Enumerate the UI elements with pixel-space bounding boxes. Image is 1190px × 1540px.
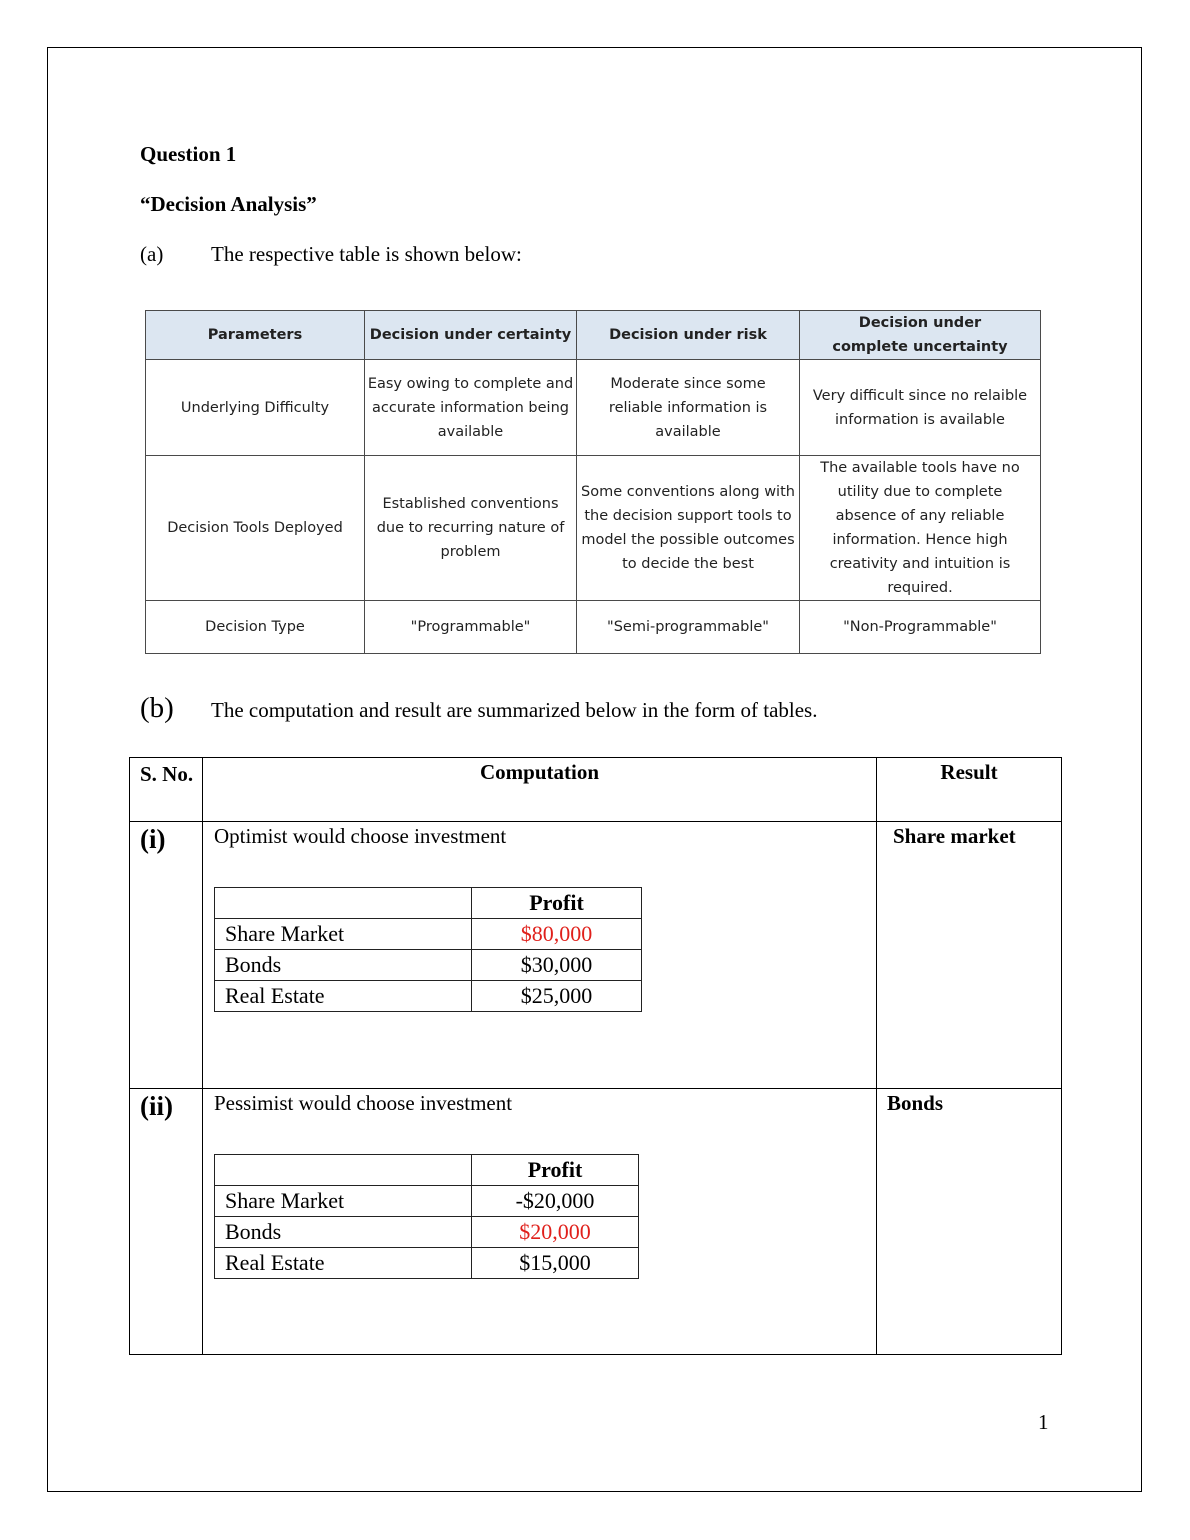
investment-name: Bonds [215, 1217, 472, 1248]
part-a-text: The respective table is shown below: [211, 242, 522, 266]
table-cell: Some conventions along with the decision support tools to model the possible outcomes to decide the best [577, 456, 800, 601]
computation-header: Computation [203, 758, 877, 822]
table-row [146, 601, 1041, 654]
table-header-row [146, 311, 1041, 360]
table-cell: Decision Type [146, 601, 365, 654]
profit-header: Profit [472, 888, 642, 919]
question-title: Question 1 [140, 142, 237, 166]
table-row [130, 1089, 1062, 1355]
profit-value: -$20,000 [472, 1186, 639, 1217]
profit-row [215, 1217, 639, 1248]
table-cell: "Programmable" [365, 601, 577, 654]
profit-value: $30,000 [472, 950, 642, 981]
profit-value: $80,000 [472, 919, 642, 950]
investment-name: Real Estate [215, 1248, 472, 1279]
table-header-cell: Decision under risk [577, 311, 800, 360]
page-number: 1 [1038, 1410, 1049, 1434]
row-number: (ii) [130, 1089, 203, 1355]
table-row [130, 822, 1062, 1089]
computation-cell [203, 822, 877, 1089]
comparison-table [145, 310, 1041, 654]
investment-name: Share Market [215, 1186, 472, 1217]
table-row [146, 456, 1041, 601]
table-cell: "Non-Programmable" [800, 601, 1041, 654]
table-cell: Decision Tools Deployed [146, 456, 365, 601]
profit-row [215, 950, 642, 981]
question-subtitle: “Decision Analysis” [140, 192, 317, 216]
table-cell: Moderate since some reliable information is available [577, 360, 800, 456]
result-cell: Bonds [877, 1089, 1062, 1355]
table-header-cell: Parameters [146, 311, 365, 360]
table-cell: Very difficult since no relaible information is available [800, 360, 1041, 456]
computation-cell [203, 1089, 877, 1355]
table-cell: Established conventions due to recurring nature of problem [365, 456, 577, 601]
table-header-cell: Decision under certainty [365, 311, 577, 360]
table-row [146, 360, 1041, 456]
computation-text: Optimist would choose investment [214, 824, 507, 848]
sno-header: S. No. [130, 758, 203, 822]
investment-name: Bonds [215, 950, 472, 981]
result-header: Result [877, 758, 1062, 822]
profit-row [215, 1186, 639, 1217]
computation-table [129, 757, 1062, 1355]
profit-table-corner [215, 1155, 472, 1186]
investment-name: Real Estate [215, 981, 472, 1012]
table-cell: Easy owing to complete and accurate information being available [365, 360, 577, 456]
investment-name: Share Market [215, 919, 472, 950]
profit-table-corner [215, 888, 472, 919]
row-number: (i) [130, 822, 203, 1089]
part-b-label: (b) [140, 692, 174, 724]
profit-row [215, 981, 642, 1012]
table-header-row [130, 758, 1062, 822]
profit-value: $25,000 [472, 981, 642, 1012]
part-b-text: The computation and result are summarized below in the form of tables. [211, 698, 818, 722]
part-a-label: (a) [140, 242, 164, 266]
profit-row [215, 1248, 639, 1279]
profit-table [214, 1154, 639, 1279]
table-header-cell: Decision under complete uncertainty [800, 311, 1041, 360]
profit-row [215, 919, 642, 950]
profit-value: $15,000 [472, 1248, 639, 1279]
profit-value: $20,000 [472, 1217, 639, 1248]
computation-text: Pessimist would choose investment [214, 1091, 513, 1115]
result-cell: Share market [877, 822, 1062, 1089]
table-cell: The available tools have no utility due to complete absence of any reliable information. Hence high creativity and intuition is required. [800, 456, 1041, 601]
profit-header: Profit [472, 1155, 639, 1186]
table-cell: Underlying Difficulty [146, 360, 365, 456]
profit-table [214, 887, 642, 1012]
table-cell: "Semi-programmable" [577, 601, 800, 654]
